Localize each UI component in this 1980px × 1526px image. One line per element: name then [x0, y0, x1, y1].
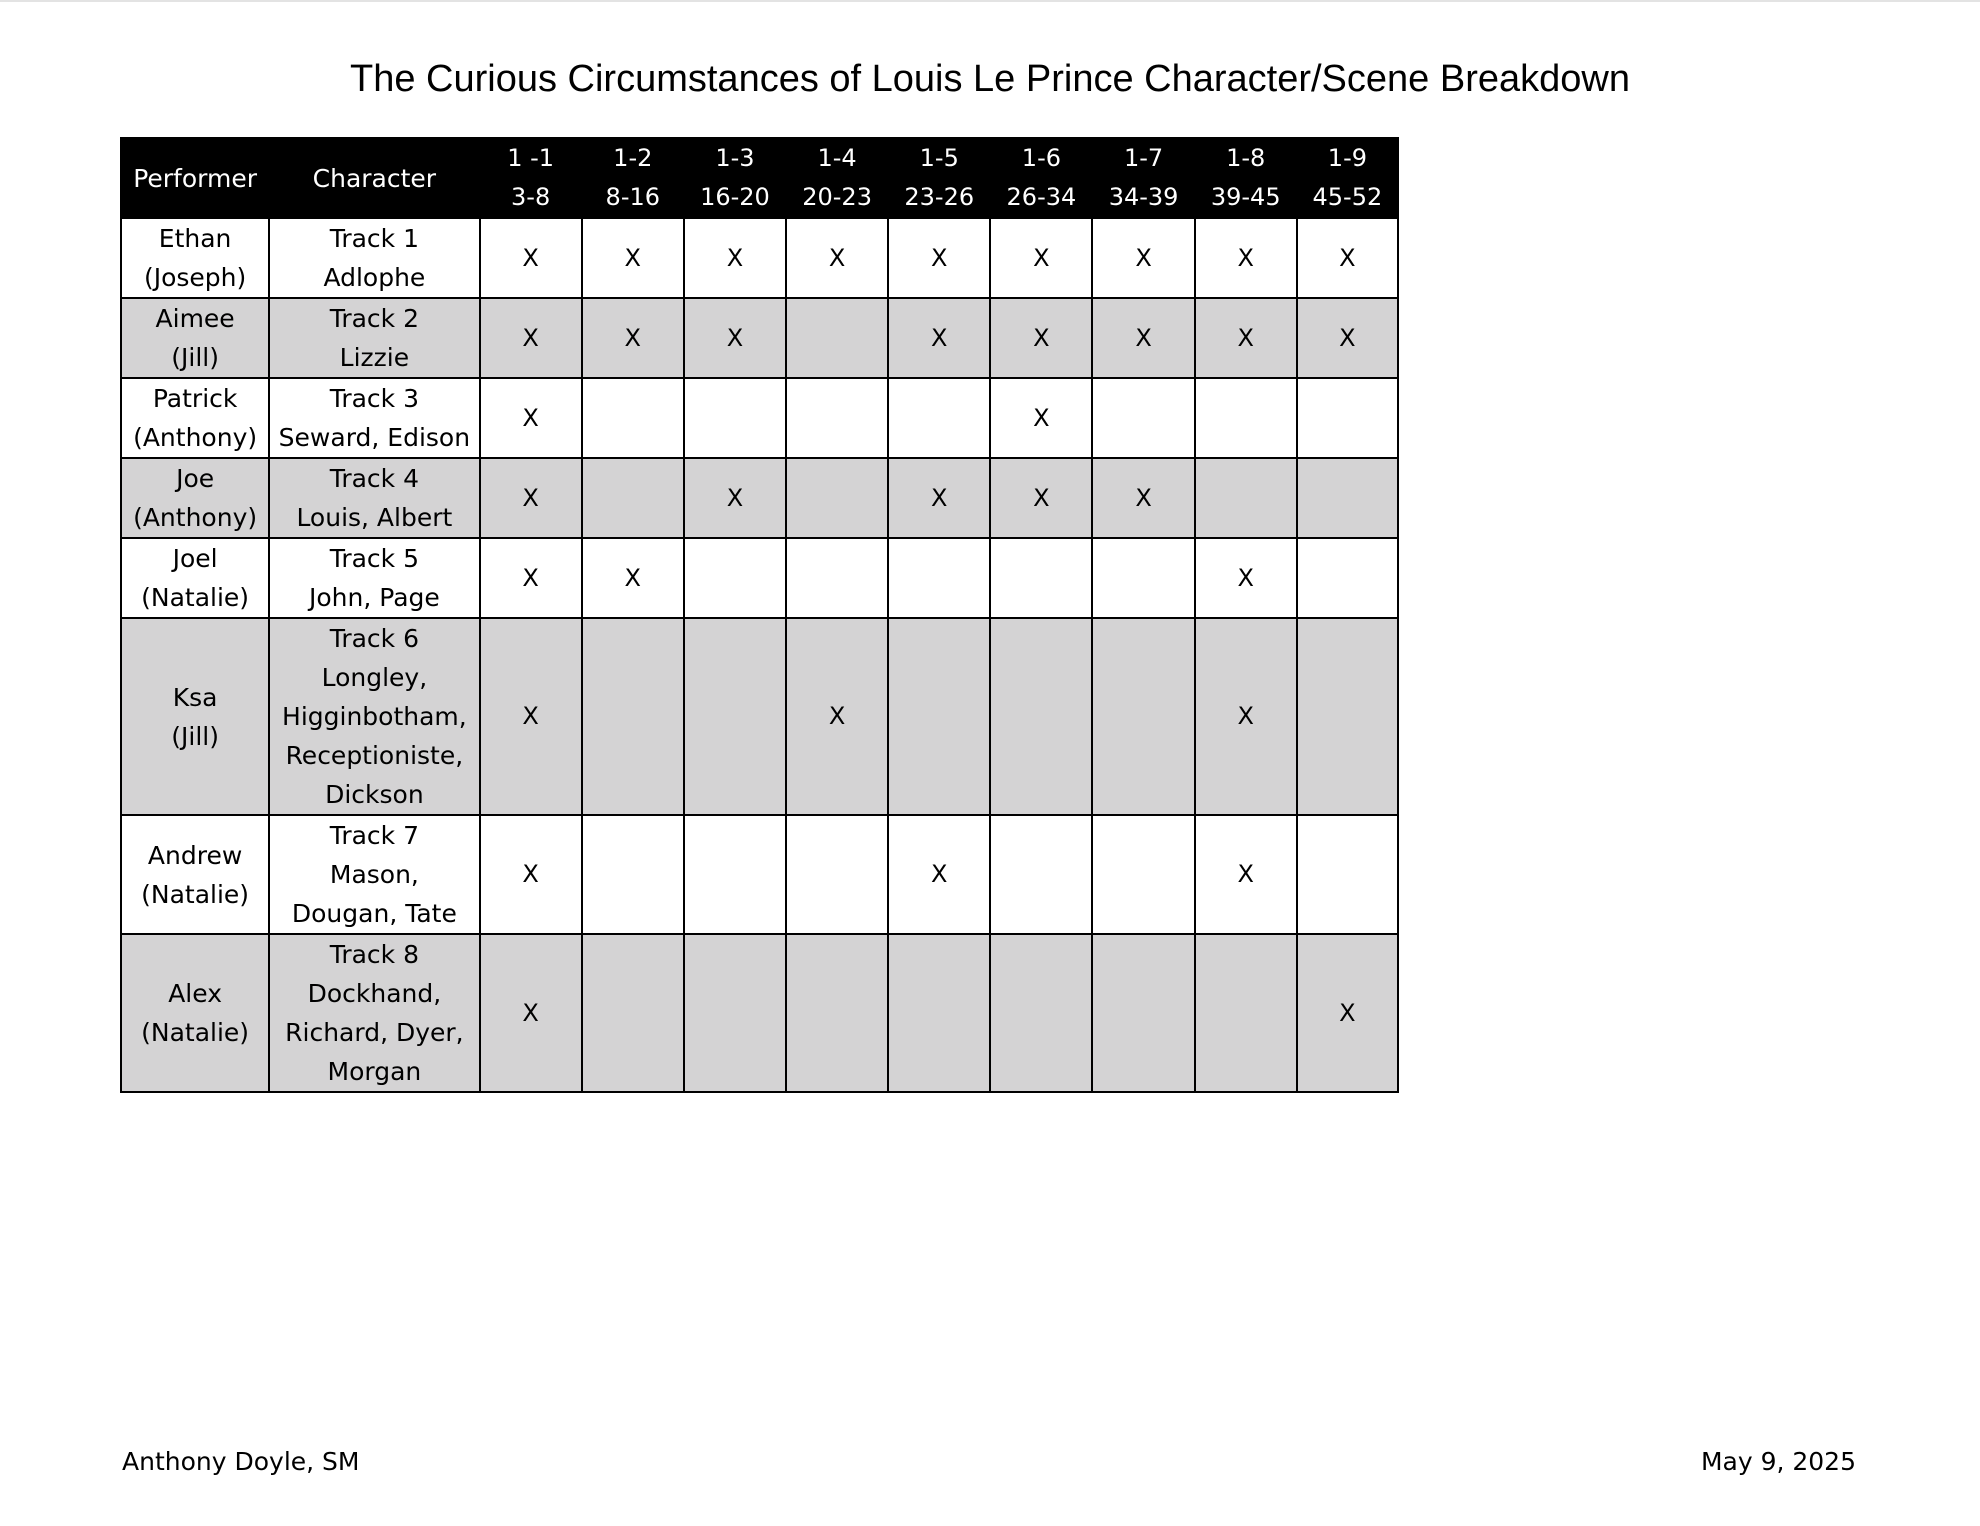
scene-mark-cell — [684, 538, 786, 618]
scene-mark-cell: X — [1092, 458, 1194, 538]
scene-mark-cell: X — [480, 378, 582, 458]
footer-date: May 9, 2025 — [1700, 1447, 1856, 1476]
character-cell — [269, 934, 479, 1092]
header-performer: Performer — [121, 138, 269, 218]
scene-mark-cell: X — [582, 538, 684, 618]
scene-mark-cell: X — [888, 298, 990, 378]
scene-mark-cell: X — [1195, 538, 1297, 618]
character-line: Receptioniste, — [285, 741, 464, 770]
scene-mark-cell: X — [480, 618, 582, 815]
scene-mark-cell — [888, 378, 990, 458]
scene-mark-cell — [1092, 378, 1194, 458]
scene-id: 1-7 — [1123, 144, 1164, 172]
performer-cell — [121, 218, 269, 298]
performer-line: Andrew — [147, 840, 243, 870]
scene-mark-cell — [684, 815, 786, 934]
scene-mark-cell: X — [888, 458, 990, 538]
scene-id: 1-5 — [919, 144, 959, 172]
scene-mark-cell — [1297, 618, 1398, 815]
character-cell — [269, 458, 479, 538]
scene-mark-cell: X — [480, 538, 582, 618]
breakdown-table — [120, 137, 1399, 1093]
performer-line: Ethan — [158, 224, 232, 253]
scene-mark-cell — [1297, 538, 1398, 618]
header-scene — [990, 138, 1092, 218]
scene-pages: 39-45 — [1210, 183, 1281, 211]
character-line: Track 1 — [329, 224, 420, 253]
character-line: Higginbotham, — [282, 702, 467, 731]
scene-mark-cell — [786, 934, 888, 1092]
performer-line: Joel — [172, 544, 218, 573]
character-cell — [269, 538, 479, 618]
scene-pages: 20-23 — [802, 183, 872, 211]
scene-mark-cell — [990, 815, 1092, 934]
scene-id: 1-9 — [1327, 144, 1367, 172]
scene-mark-cell: X — [582, 298, 684, 378]
character-line: Mason, — [329, 860, 419, 889]
scene-mark-cell: X — [888, 815, 990, 934]
scene-mark-cell: X — [480, 298, 582, 378]
header-scene — [1195, 138, 1297, 218]
scene-pages: 45-52 — [1312, 183, 1383, 211]
scene-mark-cell — [684, 378, 786, 458]
table-row — [121, 538, 1398, 618]
scene-mark-cell — [888, 618, 990, 815]
character-cell — [269, 218, 479, 298]
scene-mark-cell — [990, 618, 1092, 815]
character-line: Morgan — [327, 1057, 422, 1086]
scene-mark-cell: X — [684, 458, 786, 538]
performer-line: Alex — [168, 979, 222, 1008]
scene-id: 1-8 — [1226, 144, 1266, 172]
character-line: Track 8 — [329, 940, 420, 969]
scene-id: 1-2 — [613, 144, 653, 172]
character-cell — [269, 378, 479, 458]
scene-mark-cell: X — [990, 298, 1092, 378]
header-scene — [888, 138, 990, 218]
performer-line: (Joseph) — [143, 263, 247, 292]
character-cell — [269, 618, 479, 815]
character-line: Louis, Albert — [296, 503, 453, 532]
scene-mark-cell — [786, 458, 888, 538]
scene-mark-cell — [1092, 815, 1194, 934]
table-row — [121, 458, 1398, 538]
performer-cell — [121, 815, 269, 934]
character-line: John, Page — [308, 583, 440, 612]
performer-line: Ksa — [172, 682, 218, 712]
character-line: Track 5 — [329, 544, 420, 573]
header-scene — [786, 138, 888, 218]
scene-mark-cell: X — [990, 378, 1092, 458]
performer-line: (Jill) — [171, 343, 219, 372]
scene-mark-cell — [1297, 458, 1398, 538]
header-scene — [1297, 138, 1398, 218]
scene-mark-cell — [582, 815, 684, 934]
header-scene — [684, 138, 786, 218]
scene-mark-cell: X — [990, 458, 1092, 538]
scene-mark-cell: X — [684, 218, 786, 298]
scene-mark-cell — [1092, 618, 1194, 815]
scene-mark-cell — [990, 934, 1092, 1092]
scene-mark-cell: X — [1297, 298, 1398, 378]
scene-mark-cell — [1092, 934, 1194, 1092]
scene-mark-cell — [582, 934, 684, 1092]
scene-mark-cell: X — [888, 218, 990, 298]
performer-line: (Jill) — [171, 721, 219, 751]
scene-pages: 34-39 — [1108, 183, 1179, 211]
table-body — [121, 218, 1398, 1092]
footer-author: Anthony Doyle, SM — [122, 1447, 360, 1476]
performer-line: Aimee — [155, 304, 235, 333]
top-rule — [0, 0, 1980, 2]
performer-cell — [121, 298, 269, 378]
scene-mark-cell — [786, 538, 888, 618]
character-cell — [269, 815, 479, 934]
character-line: Track 3 — [329, 384, 420, 413]
header-scene — [1092, 138, 1194, 218]
header-scene — [582, 138, 684, 218]
scene-pages: 3-8 — [511, 183, 551, 211]
scene-id: 1-6 — [1021, 144, 1061, 172]
scene-mark-cell — [786, 378, 888, 458]
header-character: Character — [269, 138, 479, 218]
performer-cell — [121, 618, 269, 815]
header-scene — [480, 138, 582, 218]
scene-mark-cell: X — [1195, 815, 1297, 934]
scene-mark-cell — [1297, 378, 1398, 458]
scene-mark-cell: X — [480, 458, 582, 538]
scene-mark-cell — [582, 618, 684, 815]
scene-mark-cell — [990, 538, 1092, 618]
table-row — [121, 218, 1398, 298]
scene-mark-cell: X — [582, 218, 684, 298]
scene-mark-cell — [684, 934, 786, 1092]
scene-mark-cell: X — [480, 934, 582, 1092]
performer-line: (Anthony) — [133, 423, 258, 452]
scene-mark-cell — [1195, 458, 1297, 538]
performer-cell — [121, 458, 269, 538]
table-row — [121, 618, 1398, 815]
scene-mark-cell — [1092, 538, 1194, 618]
scene-mark-cell — [582, 378, 684, 458]
scene-mark-cell — [582, 458, 684, 538]
character-line: Adlophe — [323, 263, 426, 292]
scene-pages: 16-20 — [700, 183, 770, 211]
scene-mark-cell: X — [684, 298, 786, 378]
character-line: Track 4 — [329, 464, 420, 493]
character-line: Dougan, Tate — [291, 899, 457, 928]
scene-mark-cell: X — [786, 618, 888, 815]
performer-line: (Anthony) — [133, 503, 258, 532]
scene-pages: 8-16 — [605, 183, 661, 211]
character-line: Lizzie — [339, 343, 410, 372]
performer-line: Patrick — [152, 384, 238, 413]
character-line: Track 2 — [329, 304, 420, 333]
character-line: Seward, Edison — [278, 423, 471, 452]
scene-mark-cell — [786, 815, 888, 934]
scene-mark-cell: X — [1195, 298, 1297, 378]
character-line: Track 7 — [329, 821, 420, 850]
scene-mark-cell — [786, 298, 888, 378]
scene-mark-cell: X — [1195, 618, 1297, 815]
scene-mark-cell: X — [1092, 298, 1194, 378]
character-line: Richard, Dyer, — [285, 1018, 464, 1047]
header-row — [121, 138, 1398, 218]
performer-line: (Natalie) — [141, 879, 250, 909]
scene-id: 1 -1 — [507, 144, 555, 172]
scene-mark-cell: X — [1092, 218, 1194, 298]
scene-mark-cell: X — [480, 815, 582, 934]
scene-mark-cell — [888, 538, 990, 618]
scene-pages: 23-26 — [904, 183, 975, 211]
scene-mark-cell: X — [990, 218, 1092, 298]
performer-cell — [121, 934, 269, 1092]
scene-mark-cell — [1195, 378, 1297, 458]
performer-line: (Natalie) — [141, 1018, 250, 1047]
scene-pages: 26-34 — [1006, 183, 1077, 211]
performer-line: Joe — [176, 464, 215, 493]
scene-mark-cell — [684, 618, 786, 815]
table-row — [121, 815, 1398, 934]
performer-line: (Natalie) — [141, 583, 250, 612]
character-line: Longley, — [321, 663, 428, 692]
performer-cell — [121, 378, 269, 458]
table-row — [121, 298, 1398, 378]
scene-mark-cell: X — [1195, 218, 1297, 298]
scene-id: 1-4 — [817, 144, 857, 172]
performer-cell — [121, 538, 269, 618]
scene-mark-cell: X — [480, 218, 582, 298]
scene-id: 1-3 — [715, 144, 755, 172]
scene-mark-cell — [1297, 815, 1398, 934]
scene-mark-cell: X — [1297, 218, 1398, 298]
page-title: The Curious Circumstances of Louis Le Prince Character/Scene Breakdown — [350, 58, 1630, 100]
scene-mark-cell — [888, 934, 990, 1092]
character-line: Dickson — [325, 780, 424, 809]
scene-mark-cell: X — [1297, 934, 1398, 1092]
scene-mark-cell: X — [786, 218, 888, 298]
scene-mark-cell — [1195, 934, 1297, 1092]
character-line: Track 6 — [329, 624, 420, 653]
character-line: Dockhand, — [307, 979, 442, 1008]
table-row — [121, 378, 1398, 458]
character-cell — [269, 298, 479, 378]
table-row — [121, 934, 1398, 1092]
